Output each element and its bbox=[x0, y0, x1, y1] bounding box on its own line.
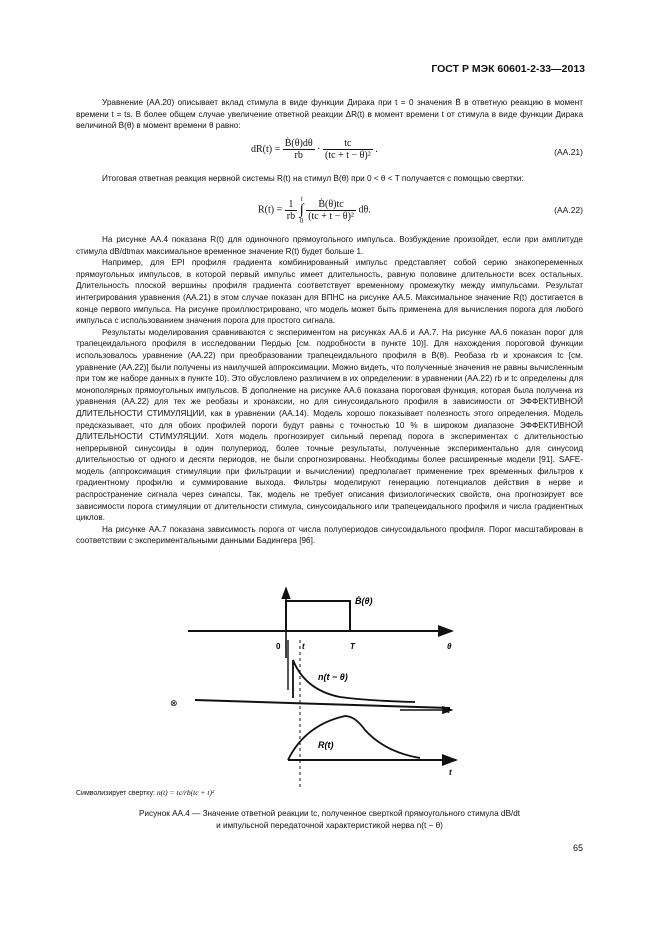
label-t3: t bbox=[449, 768, 452, 777]
label-T: T bbox=[350, 642, 355, 651]
eq21-lhs: dR(t) = bbox=[251, 143, 281, 155]
impulse-response-curve bbox=[293, 660, 415, 702]
label-theta: θ bbox=[447, 642, 452, 651]
symbol-prefix: Символизирует свертку: bbox=[76, 790, 155, 797]
label-n: n(t − θ) bbox=[318, 672, 348, 682]
label-t: t bbox=[302, 642, 305, 651]
convolution-symbol: ⊗ bbox=[170, 699, 178, 709]
body-paragraph-2: Например, для EPI профиля градиента комбинированный импульс представляет собой серию знакопеременных прямоугольных импульсов, в которой первый импульс имеет длительность, равную половине длительности всех остальных. Длительность плоской вершины профиля градиента соответствует временному промежутку между импульсами. Результат интегрирования уравнения (АА.21) в этом случае показан для ВПНС на рисунке АА.5. Максимальное значение R(t) достигается в конце первого импульса. На рисунке проиллюстрировано, что модель может быть применена для вычисления порога для любого импульса с использованием значения порога для простого сигнала. bbox=[76, 258, 583, 326]
eq21-dot: · bbox=[317, 143, 321, 155]
eq22-coef-den: rb bbox=[286, 210, 296, 222]
symbol-formula: n(t) = tc/rb(tc + t)² bbox=[156, 788, 215, 797]
eq22-number: (АА.22) bbox=[554, 205, 583, 215]
label-R: R(t) bbox=[318, 740, 334, 750]
integral-sign: ∫ bbox=[299, 202, 304, 218]
page-number: 65 bbox=[572, 843, 583, 853]
label-t2: t bbox=[447, 706, 450, 715]
symbol-line bbox=[76, 788, 214, 797]
eq22-lower: 0 bbox=[299, 217, 304, 225]
eq22-tail: dθ. bbox=[358, 204, 371, 216]
eq21-num2: tc bbox=[323, 138, 373, 150]
mid-text: Итоговая ответная реакция нервной системы R(t) на стимул Ḃ(θ) при 0 < θ < T получается с помощью свертки: bbox=[102, 174, 524, 183]
eq22-lhs: R(t) = bbox=[258, 204, 283, 216]
caption-line-2: и импульсной передаточной характеристикой нерва n(t − θ) bbox=[216, 821, 443, 830]
eq22-num: Ḃ(θ)tc bbox=[306, 199, 356, 211]
eq21-number: (АА.21) bbox=[554, 147, 583, 157]
label-bdot-theta: Ḃ(θ) bbox=[355, 596, 373, 606]
eq21-num1: Ḃ(θ)dθ bbox=[284, 138, 313, 149]
body-paragraph-1: На рисунке АА.4 показана R(t) для одиночного прямоугольного импульса. Возбуждение произойдет, если при амплитуде стимула dB/dtmax максимальное временное значение R(t) будет больше 1. bbox=[76, 235, 583, 256]
figure-caption bbox=[76, 808, 583, 832]
intro-text: Уравнение (АА.20) описывает вклад стимула в виде функции Дирака при t = 0 значения Ḃ в ответную реакцию в момент времени t = ts. В более общем случае увеличение ответной реакции ΔR(t) в момент времени t от стимула в виде функции Дирака величиной Ḃ(θ) в момент времени θ равно: bbox=[76, 98, 583, 131]
eq21-den1: rb bbox=[294, 150, 303, 161]
eq22-upper: t bbox=[300, 195, 303, 203]
eq21-tail: . bbox=[375, 143, 378, 155]
eq21-den2: (tc + t − θ)² bbox=[325, 150, 371, 161]
eq22-coef-num: 1 bbox=[285, 199, 297, 211]
response-curve bbox=[288, 716, 420, 760]
caption-line-1: Рисунок АА.4 — Значение ответной реакции tc, полученное сверткой прямоугольного стимула dB/dt bbox=[138, 809, 521, 818]
body-paragraph-4: На рисунке АА.7 показана зависимость порога от числа полупериодов синусоидального профиля. Порог масштабирован в соответствии с экспериментальными данными Бадингера [96]. bbox=[76, 524, 583, 546]
stimulus-pulse bbox=[286, 601, 350, 631]
body-paragraph-3: Результаты моделирования сравниваются с экспериментом на рисунках АА.6 и АА.7. На рисунке АА.6 показан порог для трапецеидального профиля в исследовании Пердью [см. подробности в пункте 10)]. Для нахождения пороговой функции использовалось уравнение (АА.22) при преобразовании трапецеидального профиля в Ḃ(θ). Реобаза rb и хронаксия tc [см. уравнение (АА.22)] были получены из наилучшей аппроксимации. Можно видеть, что полученные значения не равны вычисленным при том же наборе данных в пункте 10). Это обусловлено различием в их определении: в уравнении (АА.22) rb и tc определены для монополярных прямоугольных импульсов. В дополнение на рисунке АА.6 показана пороговая функция, которая была получена из уравнения (АА.22) для тех же реобазы и хронаксии, но для синусоидального профиля в зависимости от ЭФФЕКТИВНОЙ ДЛИТЕЛЬНОСТИ СТИМУЛЯЦИИ, как в уравнении (АА.14). Модель хорошо показывает полезность этого определения. Модель предсказывает, что для обоих профилей пороги будут равны с точностью 10 % в широком диапазоне ЭФФЕКТИВНОЙ ДЛИТЕЛЬНОСТИ СТИМУЛЯЦИИ. Хотя модель прогнозирует сильный перепад порога в экспериментах с длительностью непрерывной синусоиды в один полупериод, более точные результаты, полученные экспериментально для синусоид длительностью от одного и десяти периодов, не были спрогнозированы. Необходимы более расширенные модели [91]. SAFE-модель (аппроксимация стимуляции при фильтрации и вычислении) предполагает применение трех временных фильтров к градиентному профилю и суммирование выхода. Фильтры моделируют генерацию потенциалов действия в нерве и распространение сигнала через синапсы. Так, модель не требует описания физиологических свойств, она прогнозирует все зависимости порога стимуляции от длительности стимула, синусоидального или трапецеидального профиля и числа градиентных циклов. bbox=[76, 327, 583, 523]
label-zero: 0 bbox=[276, 642, 281, 651]
eq22-den: (tc + t − θ)² bbox=[308, 210, 354, 222]
document-header: ГОСТ Р МЭК 60601-2-33—2013 bbox=[431, 63, 585, 75]
